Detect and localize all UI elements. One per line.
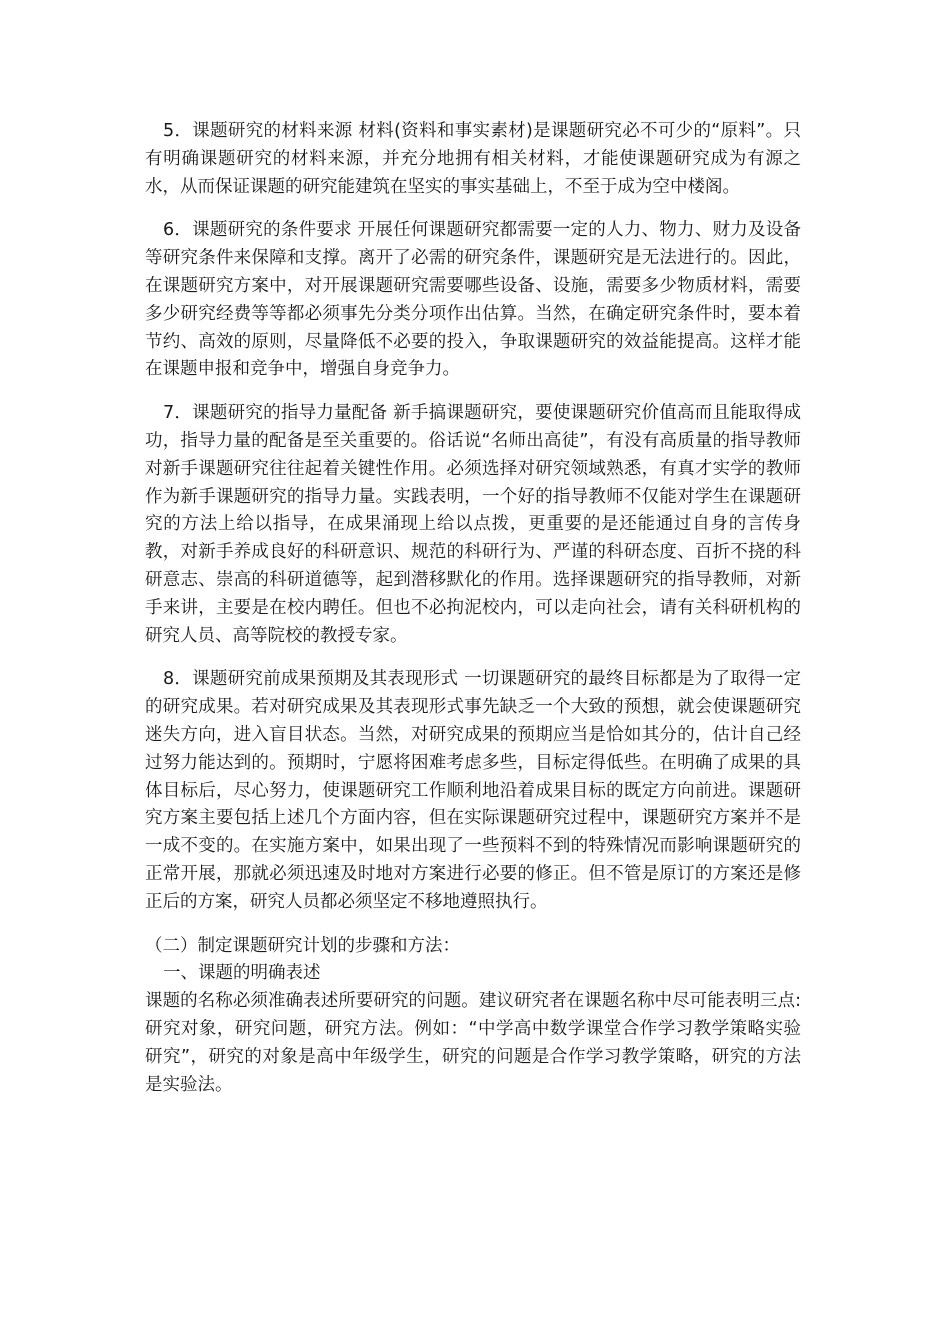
paragraph-expected-results: 8．课题研究前成果预期及其表现形式 一切课题研究的最终目标都是为了取得一定的研究成果。若对研究成果及其表现形式事先缺乏一个大致的预想，就会使课题研究迷失方向，进入盲目状态。当然，对研究成果的预期应当是恰如其分的，估计自己经过努力能达到的。预期时，宁愿将困难考虑多些，目标定得低些。在明确了成果的具体目标后，尽心努力，使课题研究工作顺利地沿着成果目标的既定方向前进。课题研究方案主要包括上述几个方面内容，但在实际课题研究过程中，课题研究方案并不是一成不变的。在实施方案中，如果出现了一些预料不到的特殊情况而影响课题研究的正常开展，那就必须迅速及时地对方案进行必要的修正。但不管是原订的方案还是修正后的方案，研究人员都必须坚定不移地遵照执行。 xyxy=(145,669,801,912)
paragraph-research-conditions: 6．课题研究的条件要求 开展任何课题研究都需要一定的人力、物力、财力及设备等研究条件来保障和支撑。离开了必需的研究条件，课题研究是无法进行的。因此，在课题研究方案中，对开展课题研究需要哪些设备、设施，需要多少物质材料，需要多少研究经费等等都必须事先分类分项作出估算。当然，在确定研究条件时，要本着节约、高效的原则，尽量降低不必要的投入，争取课题研究的效益能提高。这样才能在课题申报和竞争中，增强自身竞争力。 xyxy=(145,220,801,380)
section-heading: （二）制定课题研究计划的步骤和方法： xyxy=(145,935,460,956)
document-page xyxy=(145,118,801,1099)
paragraph-topic-statement: 课题的名称必须准确表述所要研究的问题。建议研究者在课题名称中尽可能表明三点:研究对象，研究问题，研究方法。例如：“中学高中数学课堂合作学习教学策略实验研究”，研究的对象是高中年级学生，研究的问题是合作学习教学策略，研究的方法是实验法。 xyxy=(145,991,801,1095)
subsection-heading: 一、课题的明确表述 xyxy=(163,963,321,984)
paragraph-guidance-staffing: 7．课题研究的指导力量配备 新手搞课题研究，要使课题研究价值高而且能取得成功，指导力量的配备是至关重要的。俗话说“名师出高徒”，有没有高质量的指导教师对新手课题研究往往起着关键性作用。必须选择对研究领域熟悉，有真才实学的教师作为新手课题研究的指导力量。实践表明，一个好的指导教师不仅能对学生在课题研究的方法上给以指导，在成果涌现上给以点拨，更重要的是还能通过自身的言传身教，对新手养成良好的科研意识、规范的科研行为、严谨的科研态度、百折不挠的科研意志、崇高的科研道德等，起到潜移默化的作用。选择课题研究的指导教师，对新手来讲，主要是在校内聘任。但也不必拘泥校内，可以走向社会，请有关科研机构的研究人员、高等院校的教授专家。 xyxy=(145,403,801,646)
paragraph-material-source: 5．课题研究的材料来源 材料(资料和事实素材)是课题研究必不可少的“原料”。只有明确课题研究的材料来源，并充分地拥有相关材料，才能使课题研究成为有源之水，从而保证课题的研究能建筑在坚实的事实基础上，不至于成为空中楼阁。 xyxy=(145,121,801,197)
